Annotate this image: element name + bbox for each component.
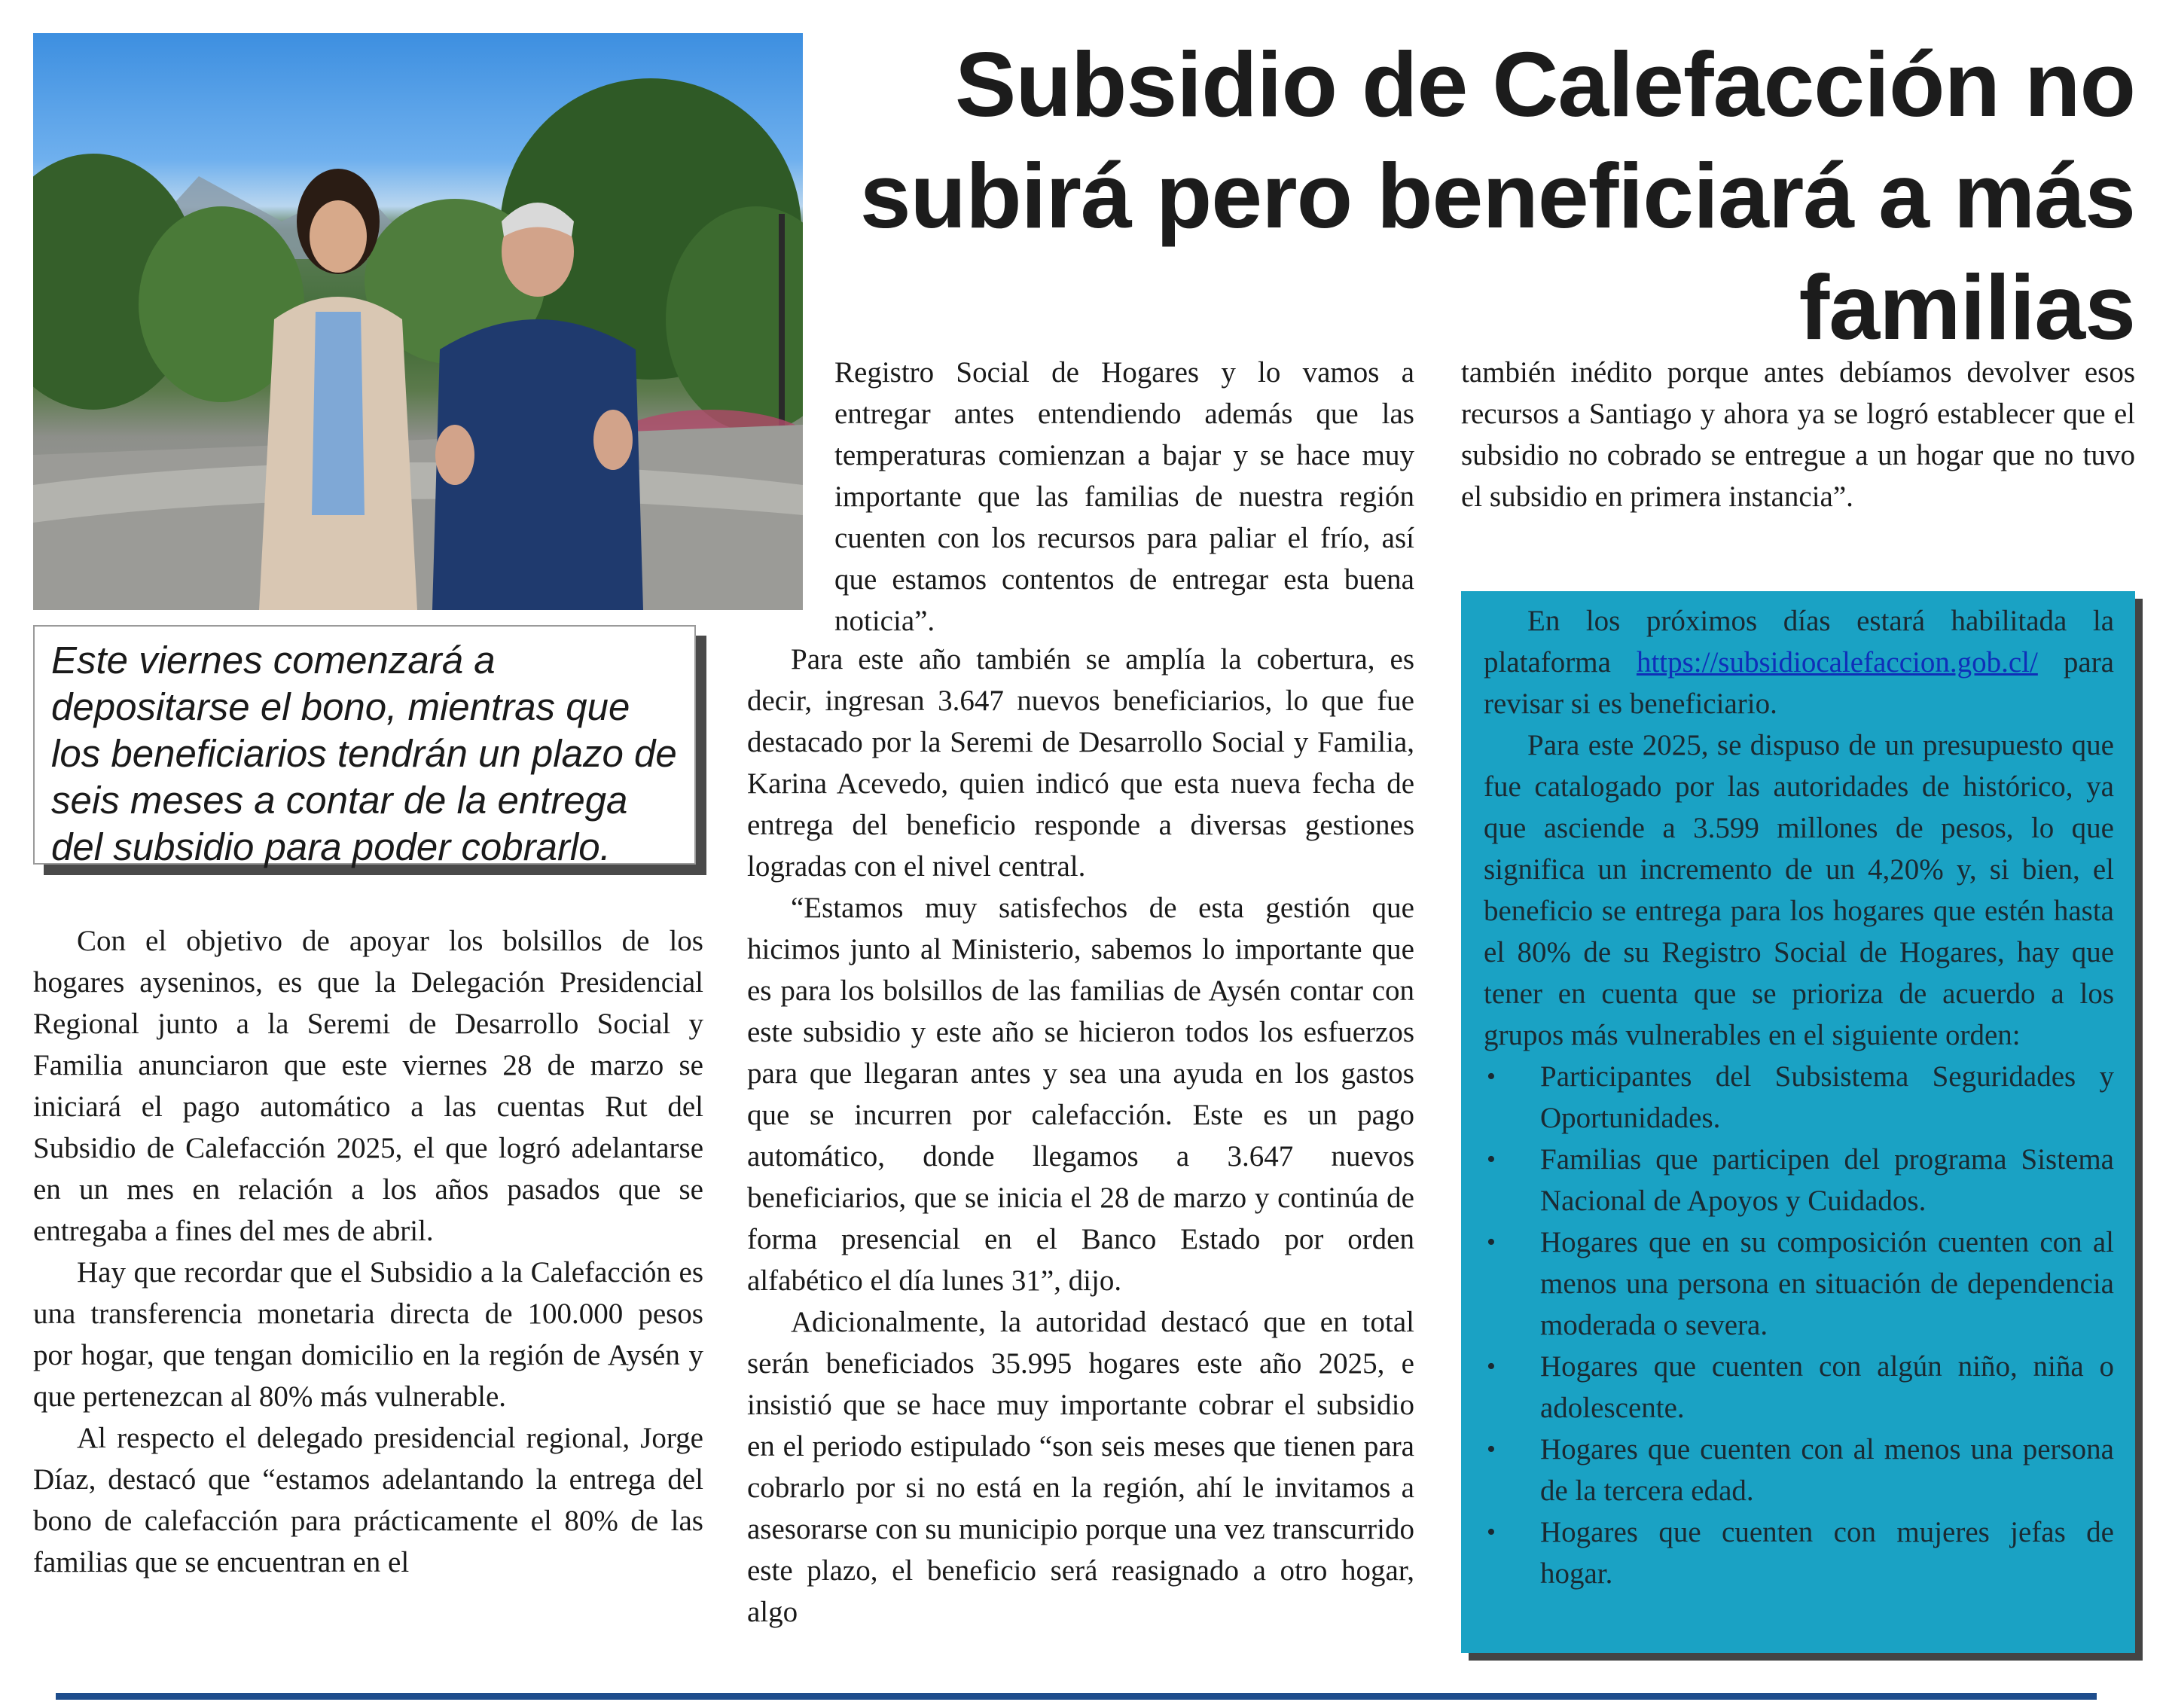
- headline: Subsidio de Calefacción no subirá pero beneficiará a más familias: [859, 33, 2135, 358]
- paragraph: también inédito porque antes debíamos devolver esos recursos a Santiago y ahora ya se logró establecer que el subsidio no cobrado se entregue a un hogar que no tuvo el subsidio en primera instancia”.: [1461, 356, 2135, 513]
- list-item: • Hogares que en su composición cuenten con al menos una persona en situación de dependencia moderada o severa.: [1484, 1222, 2114, 1346]
- subsidio-link[interactable]: https://subsidiocalefaccion.gob.cl/: [1636, 646, 2038, 679]
- list-item: • Hogares que cuenten con algún niño, niña o adolescente.: [1484, 1346, 2114, 1429]
- column-2-top: [834, 352, 1414, 642]
- paragraph: Para este año también se amplía la cobertura, es decir, ingresan 3.647 nuevos beneficiarios, lo que fue destacado por la Seremi de Desarrollo Social y Familia, Karina Acevedo, quien indicó que esta nueva fecha de entrega del beneficio responde a diversas gestiones logradas con el nivel central.: [747, 643, 1414, 883]
- article-photo: [33, 33, 803, 610]
- paragraph: Para este 2025, se dispuso de un presupuesto que fue catalogado por las autoridades de histórico, ya que asciende a 3.599 millones de pesos, lo que significa un incremento de un 4,20% y, si bien, el beneficio se entrega para los hogares que estén hasta el 80% de su Registro Social de Hogares, hay que tener en cuenta que se prioriza de acuerdo a los grupos más vulnerables en el siguiente orden:: [1484, 729, 2114, 1051]
- paragraph: [1484, 600, 2114, 724]
- list-item: • Hogares que cuenten con al menos una persona de la tercera edad.: [1484, 1429, 2114, 1511]
- paragraph: Hay que recordar que el Subsidio a la Calefacción es una transferencia monetaria directa de 100.000 pesos por hogar, que tengan domicilio en la región de Aysén y que pertenezcan al 80% más vulnerable.: [33, 1256, 703, 1413]
- paragraph: Registro Social de Hogares y lo vamos a entregar antes entendiendo además que las temperaturas comienzan a bajar y se hace muy importante que las familias de nuestra región cuenten con los recursos para paliar el frío, así que estamos contentos de entregar esta buena noticia”.: [834, 356, 1414, 637]
- list-item: • Participantes del Subsistema Seguridades y Oportunidades.: [1484, 1056, 2114, 1139]
- list-item: • Familias que participen del programa Sistema Nacional de Apoyos y Cuidados.: [1484, 1139, 2114, 1222]
- column-2: [747, 639, 1414, 1633]
- info-box: [1461, 591, 2135, 1653]
- priority-list: [1484, 1056, 2114, 1594]
- paragraph: Al respecto el delegado presidencial regional, Jorge Díaz, destacó que “estamos adelantando la entrega del bono de calefacción para prácticamente el 80% de las familias que se encuentran en el: [33, 1422, 703, 1578]
- photo-caption: Este viernes comenzará a depositarse el bono, mientras que los beneficiarios tendrán un plazo de seis meses a contar de la entrega del subsidio para poder cobrarlo.: [51, 639, 677, 868]
- footer-rule: [56, 1693, 2097, 1700]
- photo-two-officials-in-park-icon: [33, 33, 803, 610]
- column-3-top: [1461, 352, 2135, 517]
- column-1: [33, 920, 703, 1583]
- text: para revisar si es beneficiario.: [1484, 646, 2114, 720]
- photo-caption-box: [33, 625, 696, 868]
- list-item: • Hogares que cuenten con mujeres jefas de hogar.: [1484, 1511, 2114, 1594]
- paragraph: “Estamos muy satisfechos de esta gestión que hicimos junto al Ministerio, sabemos lo importante que es para los bolsillos de las familias de Aysén contar con este subsidio y este año se hicieron todos los esfuerzos para que llegaran antes y sea una ayuda en los gastos que se incurren por calefacción. Este es un pago automático, donde llegamos a 3.647 nuevos beneficiarios, que se inicia el 28 de marzo y continúa de forma presencial en el Banco Estado por orden alfabético el día lunes 31”, dijo.: [747, 892, 1414, 1297]
- paragraph: Con el objetivo de apoyar los bolsillos de los hogares ayseninos, es que la Delegación Presidencial Regional junto a la Seremi de Desarrollo Social y Familia anunciaron que este viernes 28 de marzo se iniciará el pago automático a las cuentas Rut del Subsidio de Calefacción 2025, el que logró adelantarse en un mes en relación a los años pasados que se entregaba a fines del mes de abril.: [33, 925, 703, 1247]
- text: En los próximos días estará habilitada la plataforma: [1484, 605, 2114, 679]
- paragraph: Adicionalmente, la autoridad destacó que en total serán beneficiados 35.995 hogares este año 2025, e insistió que se hace muy importante cobrar el subsidio en el periodo estipulado “son seis meses que tienen para cobrarlo por si no está en la región, ahí le invitamos a asesorarse con su municipio porque una vez transcurrido este plazo, el beneficio será reasignado a otro hogar, algo: [747, 1306, 1414, 1628]
